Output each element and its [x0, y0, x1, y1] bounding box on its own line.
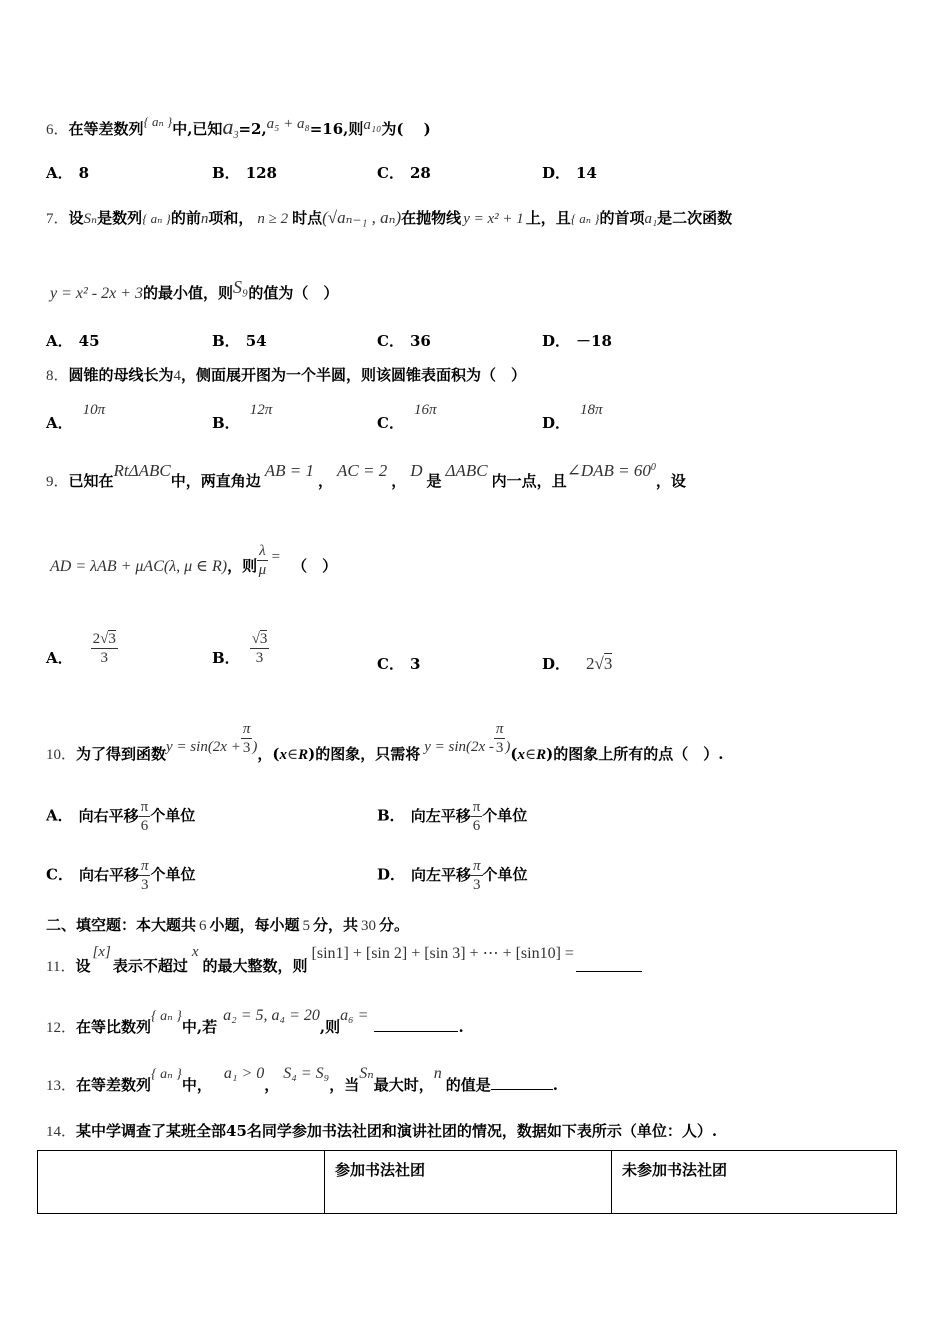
q7-option-a: A． 45: [46, 332, 100, 350]
q6-option-d: D． 14: [542, 164, 597, 182]
q9-option-d: D． 2√3: [542, 654, 613, 673]
q7-option-c: C． 36: [377, 332, 431, 350]
q6-stem: 6．在等差数列{ aₙ }中,已知$a_3=2,a_5 + a_8=16$,则a₁₀为( ): [46, 114, 431, 141]
q6-option-b: B． 128: [212, 164, 277, 182]
q9-stem-line1: 9．已知在RtΔABC中，两直角边AB = 1，AC = 2，D是ΔABC内一点，且∠DAB = $60^0$，设: [46, 461, 686, 490]
q10-stem: 10．为了得到函数y = sin(2x + $\frac{\pi}{3}$ )，(x∈R)的图象，只需将 y = sin(2x - $\frac{\pi}{3}$ )(x∈R)的图象上所有的点（ ）.: [46, 721, 724, 763]
q13-answer-blank[interactable]: [491, 1089, 553, 1090]
q6-option-c: C． 28: [377, 164, 431, 182]
q10-option-c: C． 向右平移 $\frac{\pi}{3}$ 个单位: [46, 858, 196, 893]
q8-option-d: D．18π: [542, 402, 603, 432]
q11-answer-blank[interactable]: [576, 971, 642, 972]
q8-option-c: C．16π: [377, 402, 437, 432]
q13-stem: 13．在等差数列{ aₙ }中，a₁ > 0，S₄ = S₉，当Sₙ最大时，n的值是 .: [46, 1065, 558, 1094]
q7-stem-line1: 7．设Sₙ是数列{ aₙ }的前n项和， n ≥ 2 时点(√aₙ₋₁ , aₙ)在抛物线 y = x² + 1 上，且{ aₙ }的首项a₁是二次函数: [46, 208, 733, 227]
q8-stem: 8．圆锥的母线长为4，侧面展开图为一个半圆，则该圆锥表面积为（ ）: [46, 366, 527, 384]
table-row: [38, 1151, 897, 1214]
q10-option-d: D． 向左平移 $\frac{\pi}{3}$ 个单位: [377, 858, 528, 893]
section-2-heading: 二、填空题：本大题共 6 小题，每小题 5 分，共 30 分。: [46, 916, 410, 934]
q7-stem-line2: y = x² - 2x + 3的最小值，则S₉的值为（ ）: [50, 277, 339, 302]
lambda-over-mu: $\frac{\lambda}{\mu}$: [258, 543, 267, 578]
table-header-cell: 参加书法社团: [325, 1151, 612, 1214]
q8-option-b: B．12π: [212, 402, 273, 432]
q14-table: [37, 1150, 897, 1214]
q9-option-a: A． $\frac{2√3}{3}$: [46, 631, 116, 667]
q10-option-a: A． 向右平移 $\frac{\pi}{6}$ 个单位: [46, 799, 196, 834]
q10-option-b: B． 向左平移 $\frac{\pi}{6}$ 个单位: [377, 799, 528, 834]
q7-option-d: D． －18: [542, 332, 612, 350]
q9-stem-line2: AD = λAB + μAC(λ, μ ∈ R)，则 $\frac{\lambda}{\mu}$ = （ ）: [50, 543, 338, 578]
q9-option-c: C． 3: [377, 655, 421, 673]
q12-stem: 12．在等比数列{ aₙ }中,若a₂ = 5, a₄ = 20,则a₆ =.: [46, 1007, 464, 1036]
q11-stem: 11．设[x]表示不超过x的最大整数，则[sin1] + [sin 2] + [sin 3] + ⋯ + [sin10] =: [46, 940, 642, 961]
q7-option-b: B． 54: [212, 332, 267, 350]
seq-an: { aₙ }: [143, 114, 173, 129]
q8-option-a: A．10π: [46, 402, 106, 432]
table-header-cell: 未参加书法社团: [612, 1151, 897, 1214]
q9-option-b: B． $\frac{√3}{3}$: [212, 631, 268, 667]
table-header-cell: [38, 1151, 325, 1214]
q12-answer-blank[interactable]: [374, 1031, 458, 1032]
q6-option-a: A． 8: [46, 164, 90, 182]
q14-stem: 14．某中学调查了某班全部45名同学参加书法社团和演讲社团的情况，数据如下表所示（单位：人）.: [46, 1122, 718, 1140]
